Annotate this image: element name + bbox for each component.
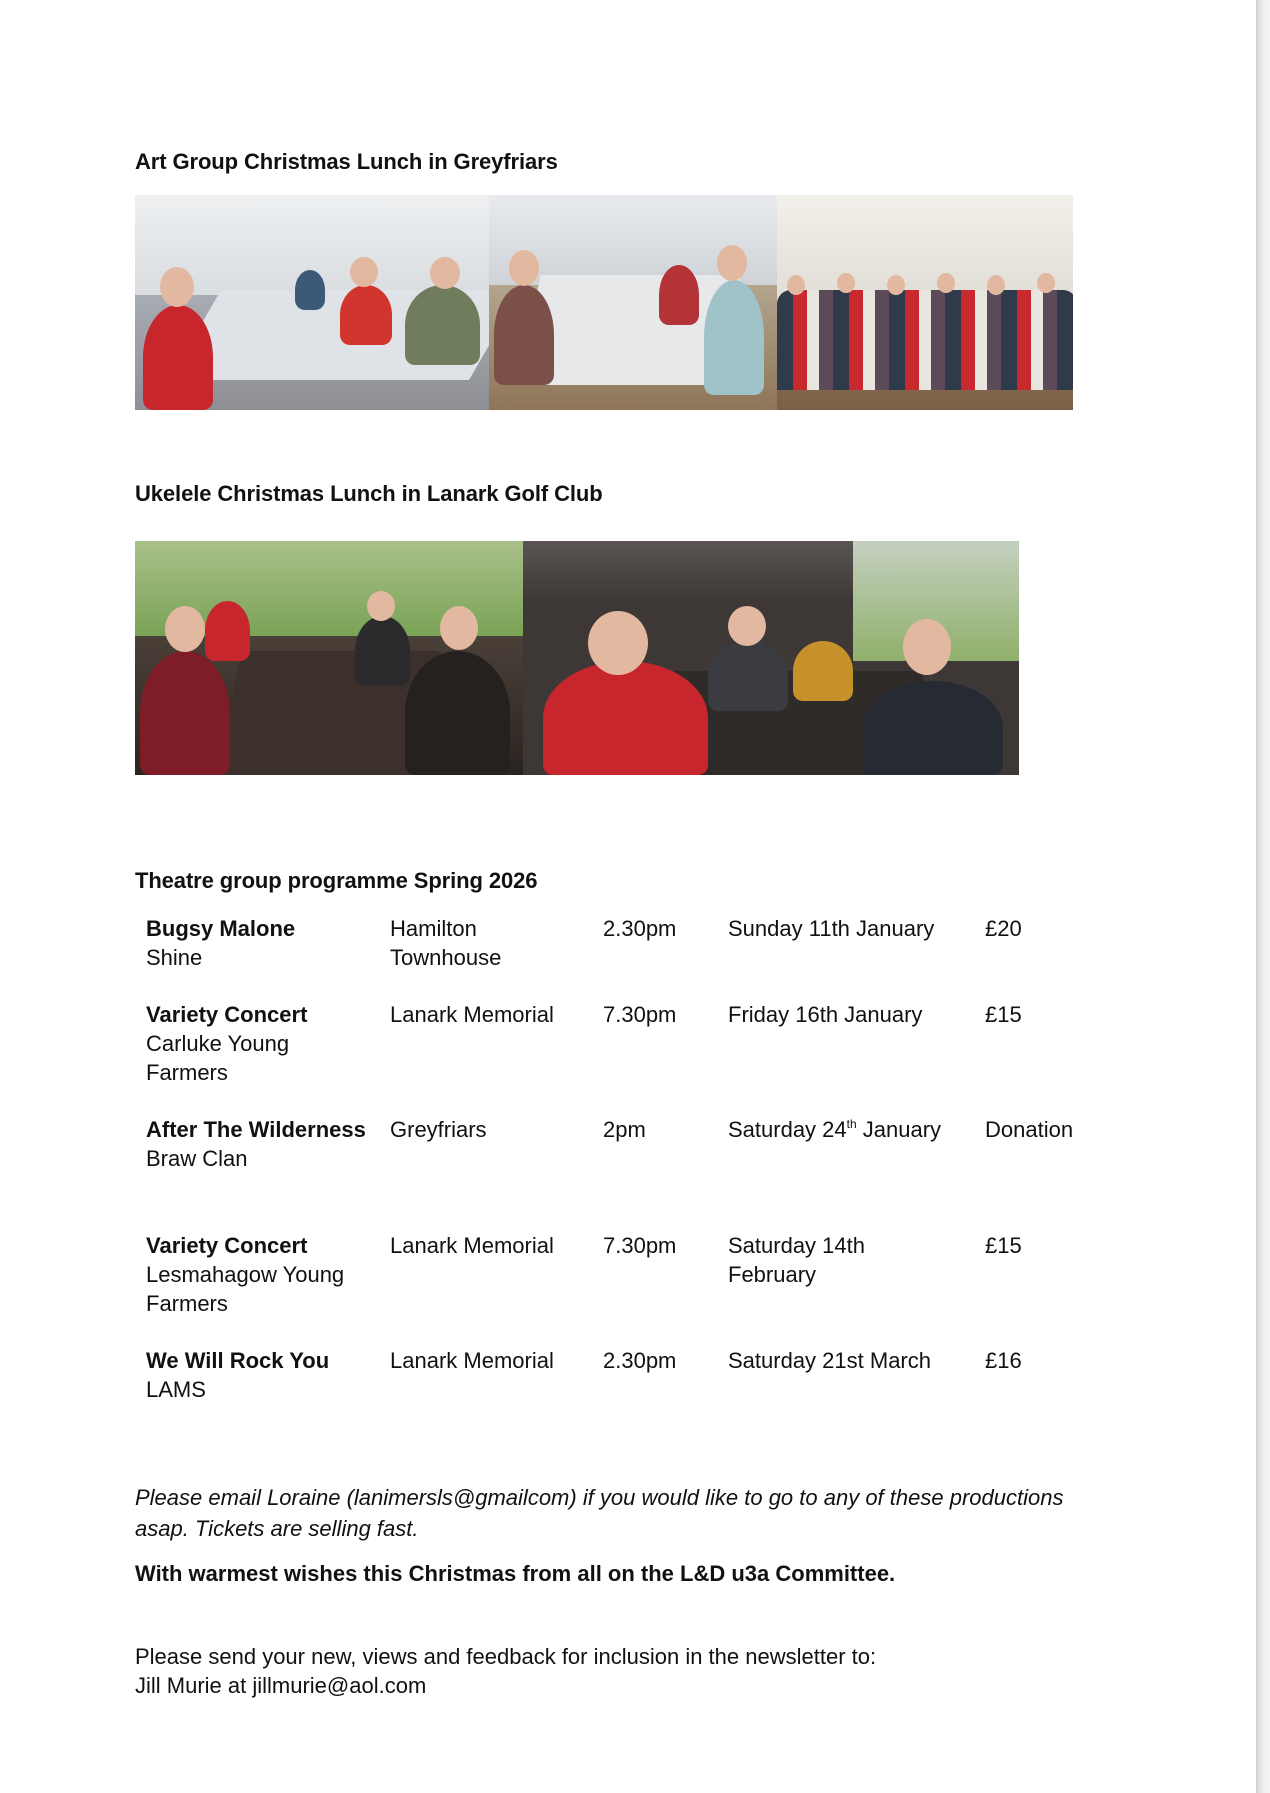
art-group-photo-3: [777, 195, 1073, 410]
christmas-wishes: With warmest wishes this Christmas from all on the L&D u3a Committee.: [135, 1561, 896, 1586]
show-company: Carluke Young Farmers: [146, 1031, 290, 1085]
venue-cell: Greyfriars: [390, 1117, 487, 1142]
date-cell: Saturday 14th February: [728, 1233, 865, 1287]
ukulele-photo-strip: [135, 541, 1019, 775]
date-cell: Saturday 21st March: [728, 1348, 931, 1373]
venue-cell: Lanark Memorial: [390, 1002, 554, 1027]
show-cell: [146, 1346, 366, 1404]
table-row: [135, 1115, 1095, 1231]
newsletter-contact: [135, 1642, 876, 1700]
show-cell: [146, 914, 366, 972]
show-cell: [146, 1231, 366, 1318]
price-cell: £16: [985, 1348, 1022, 1373]
table-row: [135, 1231, 1095, 1346]
price-cell: £20: [985, 916, 1022, 941]
price-cell: £15: [985, 1002, 1022, 1027]
price-cell: Donation: [985, 1117, 1074, 1142]
show-cell: [146, 1000, 366, 1087]
show-cell: [146, 1115, 366, 1173]
vertical-scrollbar[interactable]: [1256, 0, 1270, 1793]
show-title: Variety Concert: [146, 1002, 308, 1027]
ukulele-photo-2: [523, 541, 1019, 775]
show-company: Lesmahagow Young Farmers: [146, 1262, 345, 1316]
newsletter-contact-line-2: Jill Murie at jillmurie@aol.com: [135, 1673, 427, 1698]
price-cell: £15: [985, 1233, 1022, 1258]
venue-cell: Hamilton Townhouse: [390, 916, 502, 970]
newsletter-contact-line-1: Please send your new, views and feedback for inclusion in the newsletter to:: [135, 1644, 877, 1669]
show-title: Variety Concert: [146, 1233, 308, 1258]
time-cell: 7.30pm: [603, 1002, 677, 1027]
table-row: [135, 914, 1095, 1000]
date-cell: Saturday 24th January: [728, 1117, 942, 1142]
show-title: After The Wilderness: [146, 1117, 366, 1142]
art-group-photo-strip: [135, 195, 1073, 410]
theatre-heading: Theatre group programme Spring 2026: [135, 868, 538, 893]
date-cell: Sunday 11th January: [728, 916, 935, 941]
table-row: [135, 1000, 1095, 1115]
ukulele-heading: Ukelele Christmas Lunch in Lanark Golf Club: [135, 481, 603, 506]
ukulele-photo-1: [135, 541, 523, 775]
theatre-programme-table: [135, 914, 1095, 1406]
show-title: We Will Rock You: [146, 1348, 330, 1373]
venue-cell: Lanark Memorial: [390, 1233, 554, 1258]
venue-cell: Lanark Memorial: [390, 1348, 554, 1373]
show-company: LAMS: [146, 1377, 206, 1402]
art-group-heading: Art Group Christmas Lunch in Greyfriars: [135, 149, 558, 174]
show-company: Shine: [146, 945, 203, 970]
date-cell: Friday 16th January: [728, 1002, 923, 1027]
time-cell: 7.30pm: [603, 1233, 677, 1258]
art-group-photo-1: [135, 195, 489, 410]
table-row: [135, 1346, 1095, 1406]
time-cell: 2.30pm: [603, 916, 677, 941]
show-title: Bugsy Malone: [146, 916, 296, 941]
time-cell: 2pm: [603, 1117, 646, 1142]
show-company: Braw Clan: [146, 1146, 248, 1171]
time-cell: 2.30pm: [603, 1348, 677, 1373]
booking-note: Please email Loraine (lanimersls@gmailcom) if you would like to go to any of these productions asap. Tickets are selling fast.: [135, 1485, 1064, 1541]
art-group-photo-2: [489, 195, 777, 410]
